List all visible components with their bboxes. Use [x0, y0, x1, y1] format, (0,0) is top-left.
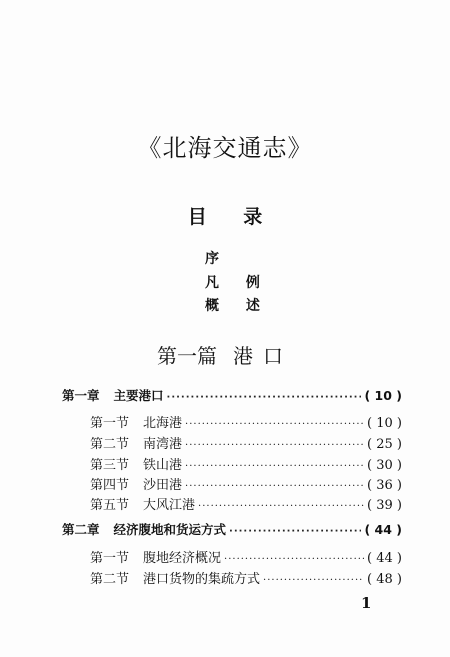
- chapter-number: 第二章: [62, 522, 100, 537]
- front-matter-preface: 序: [205, 251, 219, 267]
- leader-dots: [229, 526, 361, 537]
- toc-section-2-2: [90, 568, 402, 587]
- section-number: 第二节: [90, 437, 130, 452]
- section-title: 铁山港: [143, 458, 183, 473]
- toc-section-1-3: [90, 454, 402, 473]
- front-matter-guide: 凡 例: [205, 275, 260, 291]
- section-page: ( 25 ): [367, 437, 402, 452]
- part-title: [0, 340, 450, 369]
- front-matter-overview: 概 述: [205, 298, 260, 314]
- toc-heading: 目 录: [187, 206, 263, 228]
- toc-section-1-5: [90, 494, 402, 513]
- section-title: 沙田港: [143, 478, 183, 493]
- leader-dots: [185, 481, 364, 492]
- section-title: 南湾港: [143, 437, 183, 452]
- page-number: 1: [361, 594, 372, 612]
- leader-dots: [185, 419, 364, 430]
- leader-dots: [198, 501, 364, 512]
- section-page: ( 10 ): [367, 416, 402, 431]
- leader-dots: [263, 575, 364, 586]
- section-number: 第四节: [90, 478, 130, 493]
- section-page: ( 30 ): [367, 458, 402, 473]
- section-page: ( 39 ): [367, 498, 402, 513]
- toc-section-1-4: [90, 474, 402, 493]
- chapter-title: 经济腹地和货运方式: [113, 522, 227, 537]
- chapter-title: 主要港口: [113, 388, 164, 403]
- section-page: ( 36 ): [367, 478, 402, 493]
- leader-dots: [167, 392, 362, 403]
- section-title: 大风江港: [143, 498, 196, 513]
- toc-section-1-2: [90, 433, 402, 452]
- toc-section-1-1: [90, 412, 402, 431]
- section-title: 北海港: [143, 416, 183, 431]
- part-name: 港口: [233, 344, 293, 368]
- leader-dots: [185, 440, 364, 451]
- toc-section-2-1: [90, 547, 402, 566]
- section-title: 腹地经济概况: [143, 551, 222, 566]
- toc-chapter-1: [62, 386, 402, 404]
- book-title: 《北海交通志》: [137, 134, 313, 162]
- section-page: ( 48 ): [367, 572, 402, 587]
- section-number: 第二节: [90, 572, 130, 587]
- section-number: 第一节: [90, 416, 130, 431]
- chapter-page: ( 44 ): [364, 522, 402, 537]
- section-number: 第三节: [90, 458, 130, 473]
- section-number: 第五节: [90, 498, 130, 513]
- leader-dots: [224, 554, 364, 565]
- leader-dots: [185, 461, 364, 472]
- chapter-number: 第一章: [62, 388, 100, 403]
- part-number: 第一篇: [157, 344, 217, 368]
- section-title: 港口货物的集疏方式: [143, 572, 261, 587]
- section-number: 第一节: [90, 551, 130, 566]
- toc-chapter-2: [62, 520, 402, 538]
- chapter-page: ( 10 ): [364, 388, 402, 403]
- section-page: ( 44 ): [367, 551, 402, 566]
